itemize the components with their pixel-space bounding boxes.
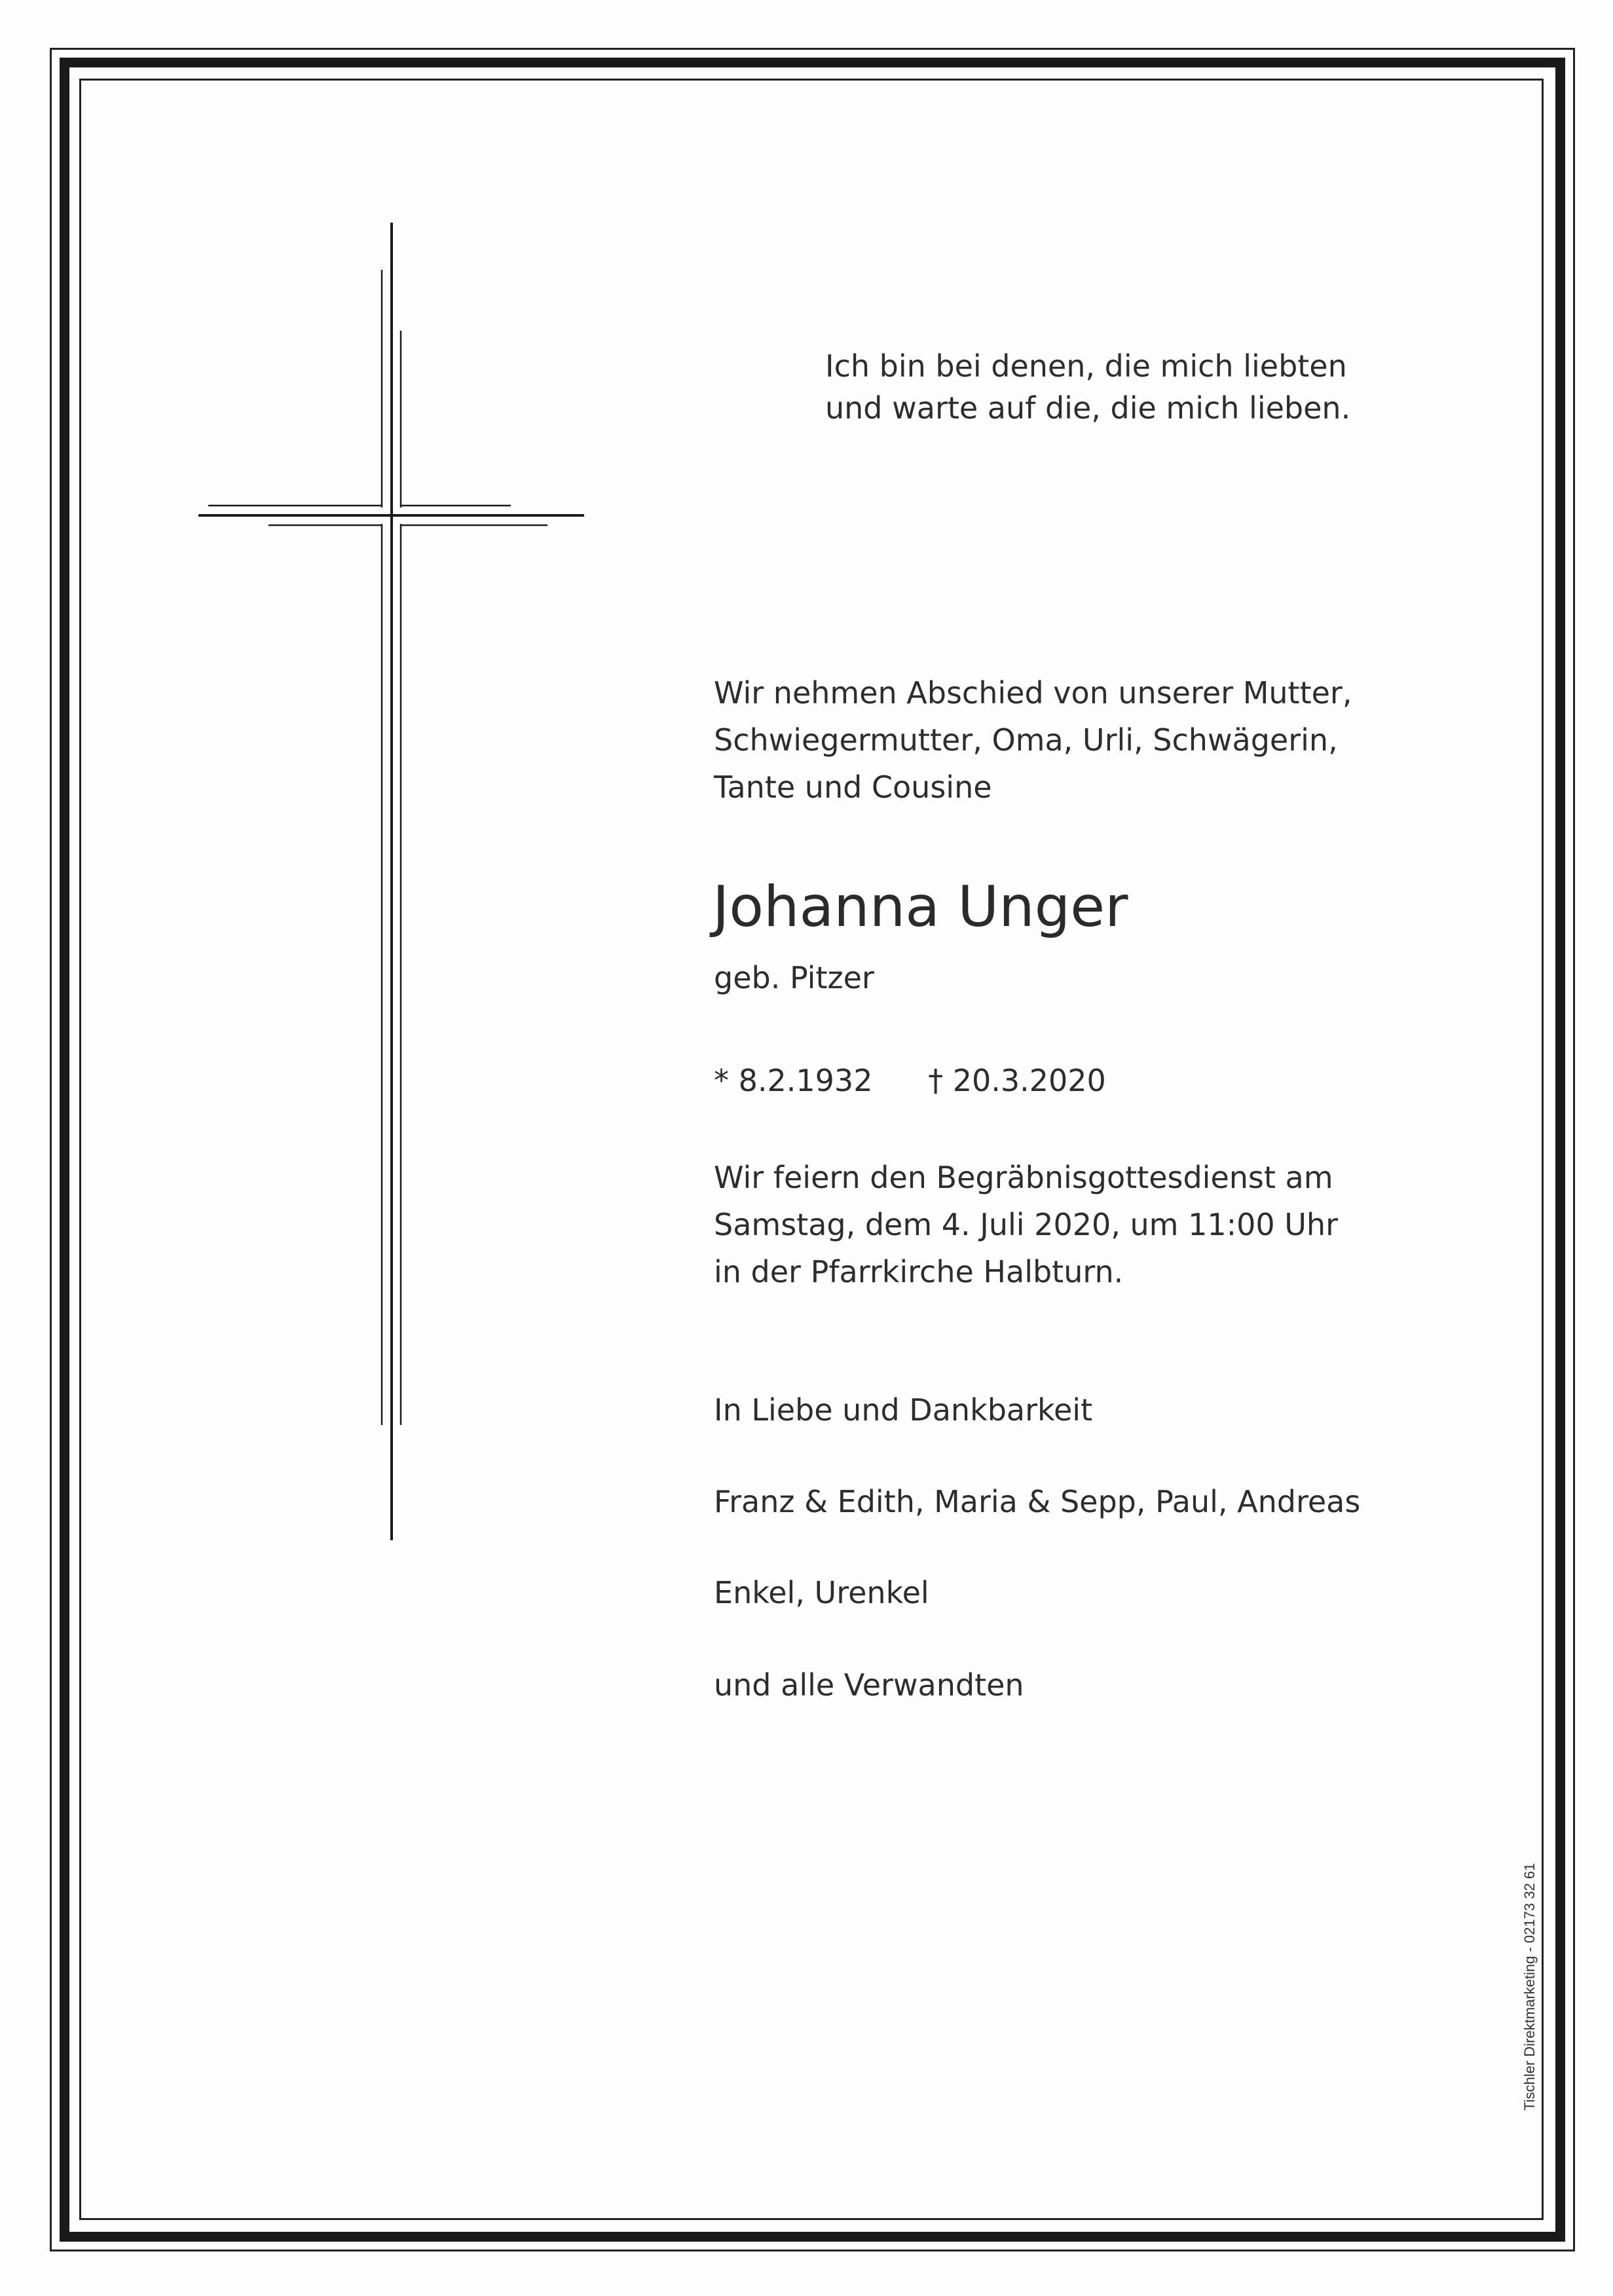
maiden-name: geb. Pitzer <box>714 960 874 995</box>
farewell-intro <box>714 669 1352 811</box>
intro-line: Tante und Cousine <box>714 769 992 805</box>
family-members: Franz & Edith, Maria & Sepp, Paul, Andreas <box>714 1484 1361 1519</box>
relatives: und alle Verwandten <box>714 1667 1024 1703</box>
intro-line: Schwiegermutter, Oma, Urli, Schwägerin, <box>714 722 1338 758</box>
closing-phrase: In Liebe und Dankbarkeit <box>714 1392 1093 1428</box>
birth-date: * 8.2.1932 <box>714 1063 873 1098</box>
grandchildren: Enkel, Urenkel <box>714 1575 929 1610</box>
motto-quote <box>825 345 1350 429</box>
motto-line: und warte auf die, die mich lieben. <box>825 390 1351 426</box>
printer-credit: Tischler Direktmarketing - 02173 32 61 <box>1521 1862 1538 2111</box>
service-line: Wir feiern den Begräbnisgottesdienst am <box>714 1160 1333 1195</box>
service-line: Samstag, dem 4. Juli 2020, um 11:00 Uhr <box>714 1207 1338 1242</box>
motto-line: Ich bin bei denen, die mich liebten <box>825 348 1347 384</box>
service-line: in der Pfarrkirche Halbturn. <box>714 1254 1124 1289</box>
death-date: † 20.3.2020 <box>928 1063 1106 1098</box>
deceased-name: Johanna Unger <box>713 874 1128 940</box>
life-dates <box>714 1057 1106 1104</box>
funeral-service-info <box>714 1154 1338 1295</box>
intro-line: Wir nehmen Abschied von unserer Mutter, <box>714 675 1352 711</box>
